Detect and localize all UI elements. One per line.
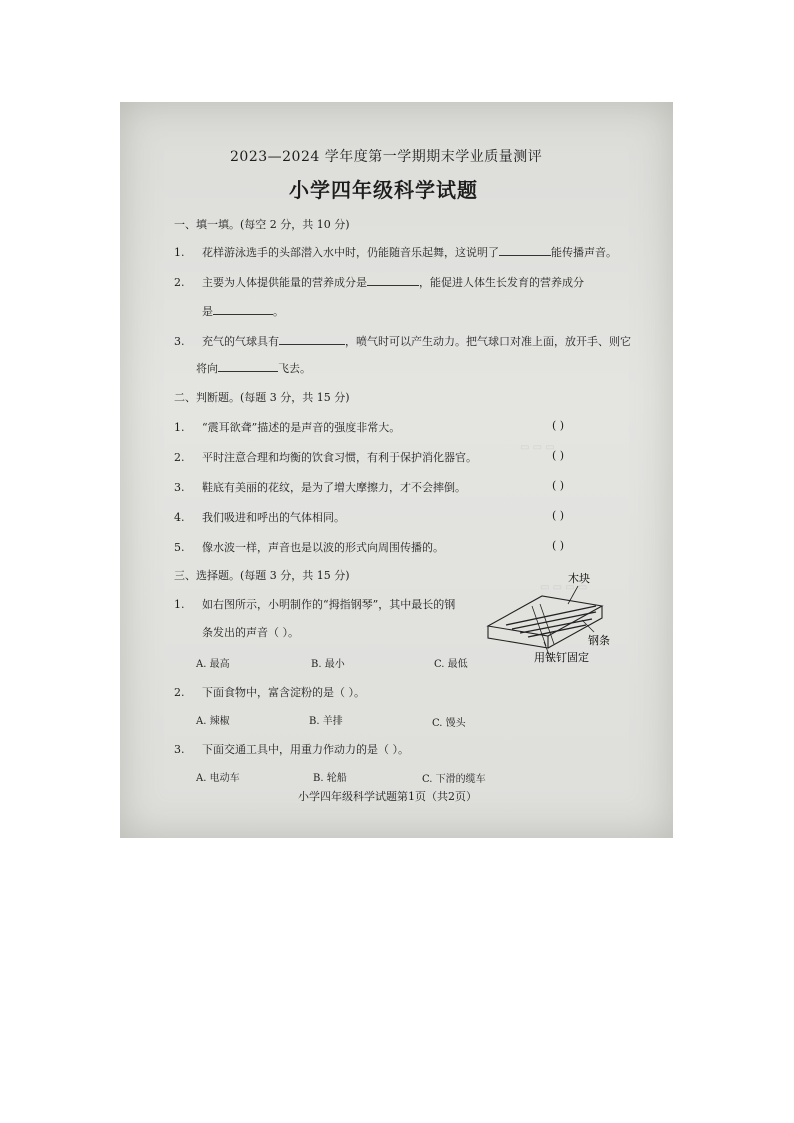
question-number: 1.: [174, 421, 185, 434]
question-text: 花样游泳选手的头部潜入水中时，仍能随音乐起舞，这说明了: [202, 246, 499, 259]
label-nail: 用铁钉固定: [534, 651, 589, 664]
choice-question-1-line2: 条发出的声音（ ）。: [202, 626, 299, 639]
question-number: 3.: [174, 481, 185, 494]
question-number: 1.: [174, 246, 185, 259]
question-text: 将向: [196, 362, 218, 375]
question-number: 2.: [174, 686, 185, 699]
fill-question-1: [174, 244, 617, 260]
question-text: 。: [273, 305, 284, 318]
label-wood: 木块: [568, 572, 590, 585]
section-heading-choice: 三、选择题。(每题 3 分，共 15 分): [174, 569, 350, 582]
question-text: 像水波一样，声音也是以波的形式向周围传播的。: [202, 541, 444, 554]
question-text: 能传播声音。: [551, 246, 617, 259]
answer-paren[interactable]: ( ): [552, 419, 565, 432]
question-text: 下面交通工具中，用重力作动力的是（ ）。: [202, 743, 409, 756]
choice-question-3: [174, 741, 409, 757]
choice-option[interactable]: C. 下滑的缆车: [422, 774, 486, 785]
choice-option[interactable]: B. 羊排: [309, 716, 343, 727]
page-footer: 小学四年级科学试题第1页（共2页）: [298, 790, 477, 803]
question-text: ，能促进人体生长发育的营养成分: [419, 276, 584, 289]
fill-question-3-line2: [196, 360, 311, 376]
section-heading-judge: 二、判断题。(每题 3 分，共 15 分): [174, 391, 350, 404]
question-text: 下面食物中，富含淀粉的是（ ）。: [202, 686, 365, 699]
question-number: 2.: [174, 276, 185, 289]
answer-blank[interactable]: [279, 333, 345, 345]
exam-header-line: 2023—2024 学年度第一学期期末学业质量测评: [230, 149, 543, 165]
thumb-piano-figure: [482, 562, 632, 667]
fill-question-3: [174, 333, 631, 349]
section-heading-fill: 一、填一填。(每空 2 分，共 10 分): [174, 218, 350, 231]
question-text: 我们吸进和呼出的气体相同。: [202, 511, 345, 524]
choice-option[interactable]: A. 最高: [196, 659, 230, 670]
exam-title: 小学四年级科学试题: [289, 178, 478, 202]
choice-option[interactable]: C. 馒头: [432, 718, 466, 729]
answer-blank[interactable]: [499, 244, 551, 256]
judge-item: [174, 509, 345, 525]
question-number: 5.: [174, 541, 185, 554]
answer-paren[interactable]: ( ): [552, 479, 565, 492]
choice-option[interactable]: A. 电动车: [196, 773, 240, 784]
label-steel: 钢条: [588, 634, 610, 647]
bleed-through: ▭ ▭ ▭: [520, 442, 555, 453]
exam-photo: [120, 102, 673, 838]
fill-question-2-line2: [202, 303, 284, 319]
answer-blank[interactable]: [213, 303, 273, 315]
judge-item: [174, 539, 444, 555]
question-text: 平时注意合理和均衡的饮食习惯，有利于保护消化器官。: [202, 451, 477, 464]
question-text: 是: [202, 305, 213, 318]
choice-question-2: [174, 684, 365, 700]
choice-option[interactable]: B. 轮船: [313, 773, 347, 784]
question-number: 3.: [174, 743, 185, 756]
question-text: 充气的气球具有: [202, 335, 279, 348]
choice-option[interactable]: B. 最小: [311, 659, 345, 670]
question-text: 主要为人体提供能量的营养成分是: [202, 276, 367, 289]
question-text: 鞋底有美丽的花纹，是为了增大摩擦力，才不会摔倒。: [202, 481, 466, 494]
judge-item: [174, 479, 466, 495]
fill-question-2: [174, 274, 584, 290]
question-text: 如右图所示，小明制作的“拇指钢琴”，其中最长的钢: [202, 598, 456, 611]
judge-item: [174, 449, 477, 465]
question-number: 4.: [174, 511, 185, 524]
choice-option[interactable]: A. 辣椒: [196, 716, 230, 727]
judge-item: [174, 419, 400, 435]
answer-blank[interactable]: [218, 360, 278, 372]
answer-paren[interactable]: ( ): [552, 509, 565, 522]
answer-blank[interactable]: [367, 274, 419, 286]
question-number: 1.: [174, 598, 185, 611]
choice-option[interactable]: C. 最低: [434, 659, 468, 670]
choice-question-1: [174, 596, 455, 612]
steel-bars-drawing: [506, 606, 596, 637]
answer-paren[interactable]: ( ): [552, 449, 565, 462]
question-text: ，喷气时可以产生动力。把气球口对准上面，放开手、则它: [345, 335, 631, 348]
answer-paren[interactable]: ( ): [552, 539, 565, 552]
question-text: 飞去。: [278, 362, 311, 375]
question-number: 2.: [174, 451, 185, 464]
question-text: “震耳欲聋”描述的是声音的强度非常大。: [202, 421, 401, 434]
question-number: 3.: [174, 335, 185, 348]
bleed-through: ▭ ▭ ▭ ▭: [540, 582, 588, 593]
